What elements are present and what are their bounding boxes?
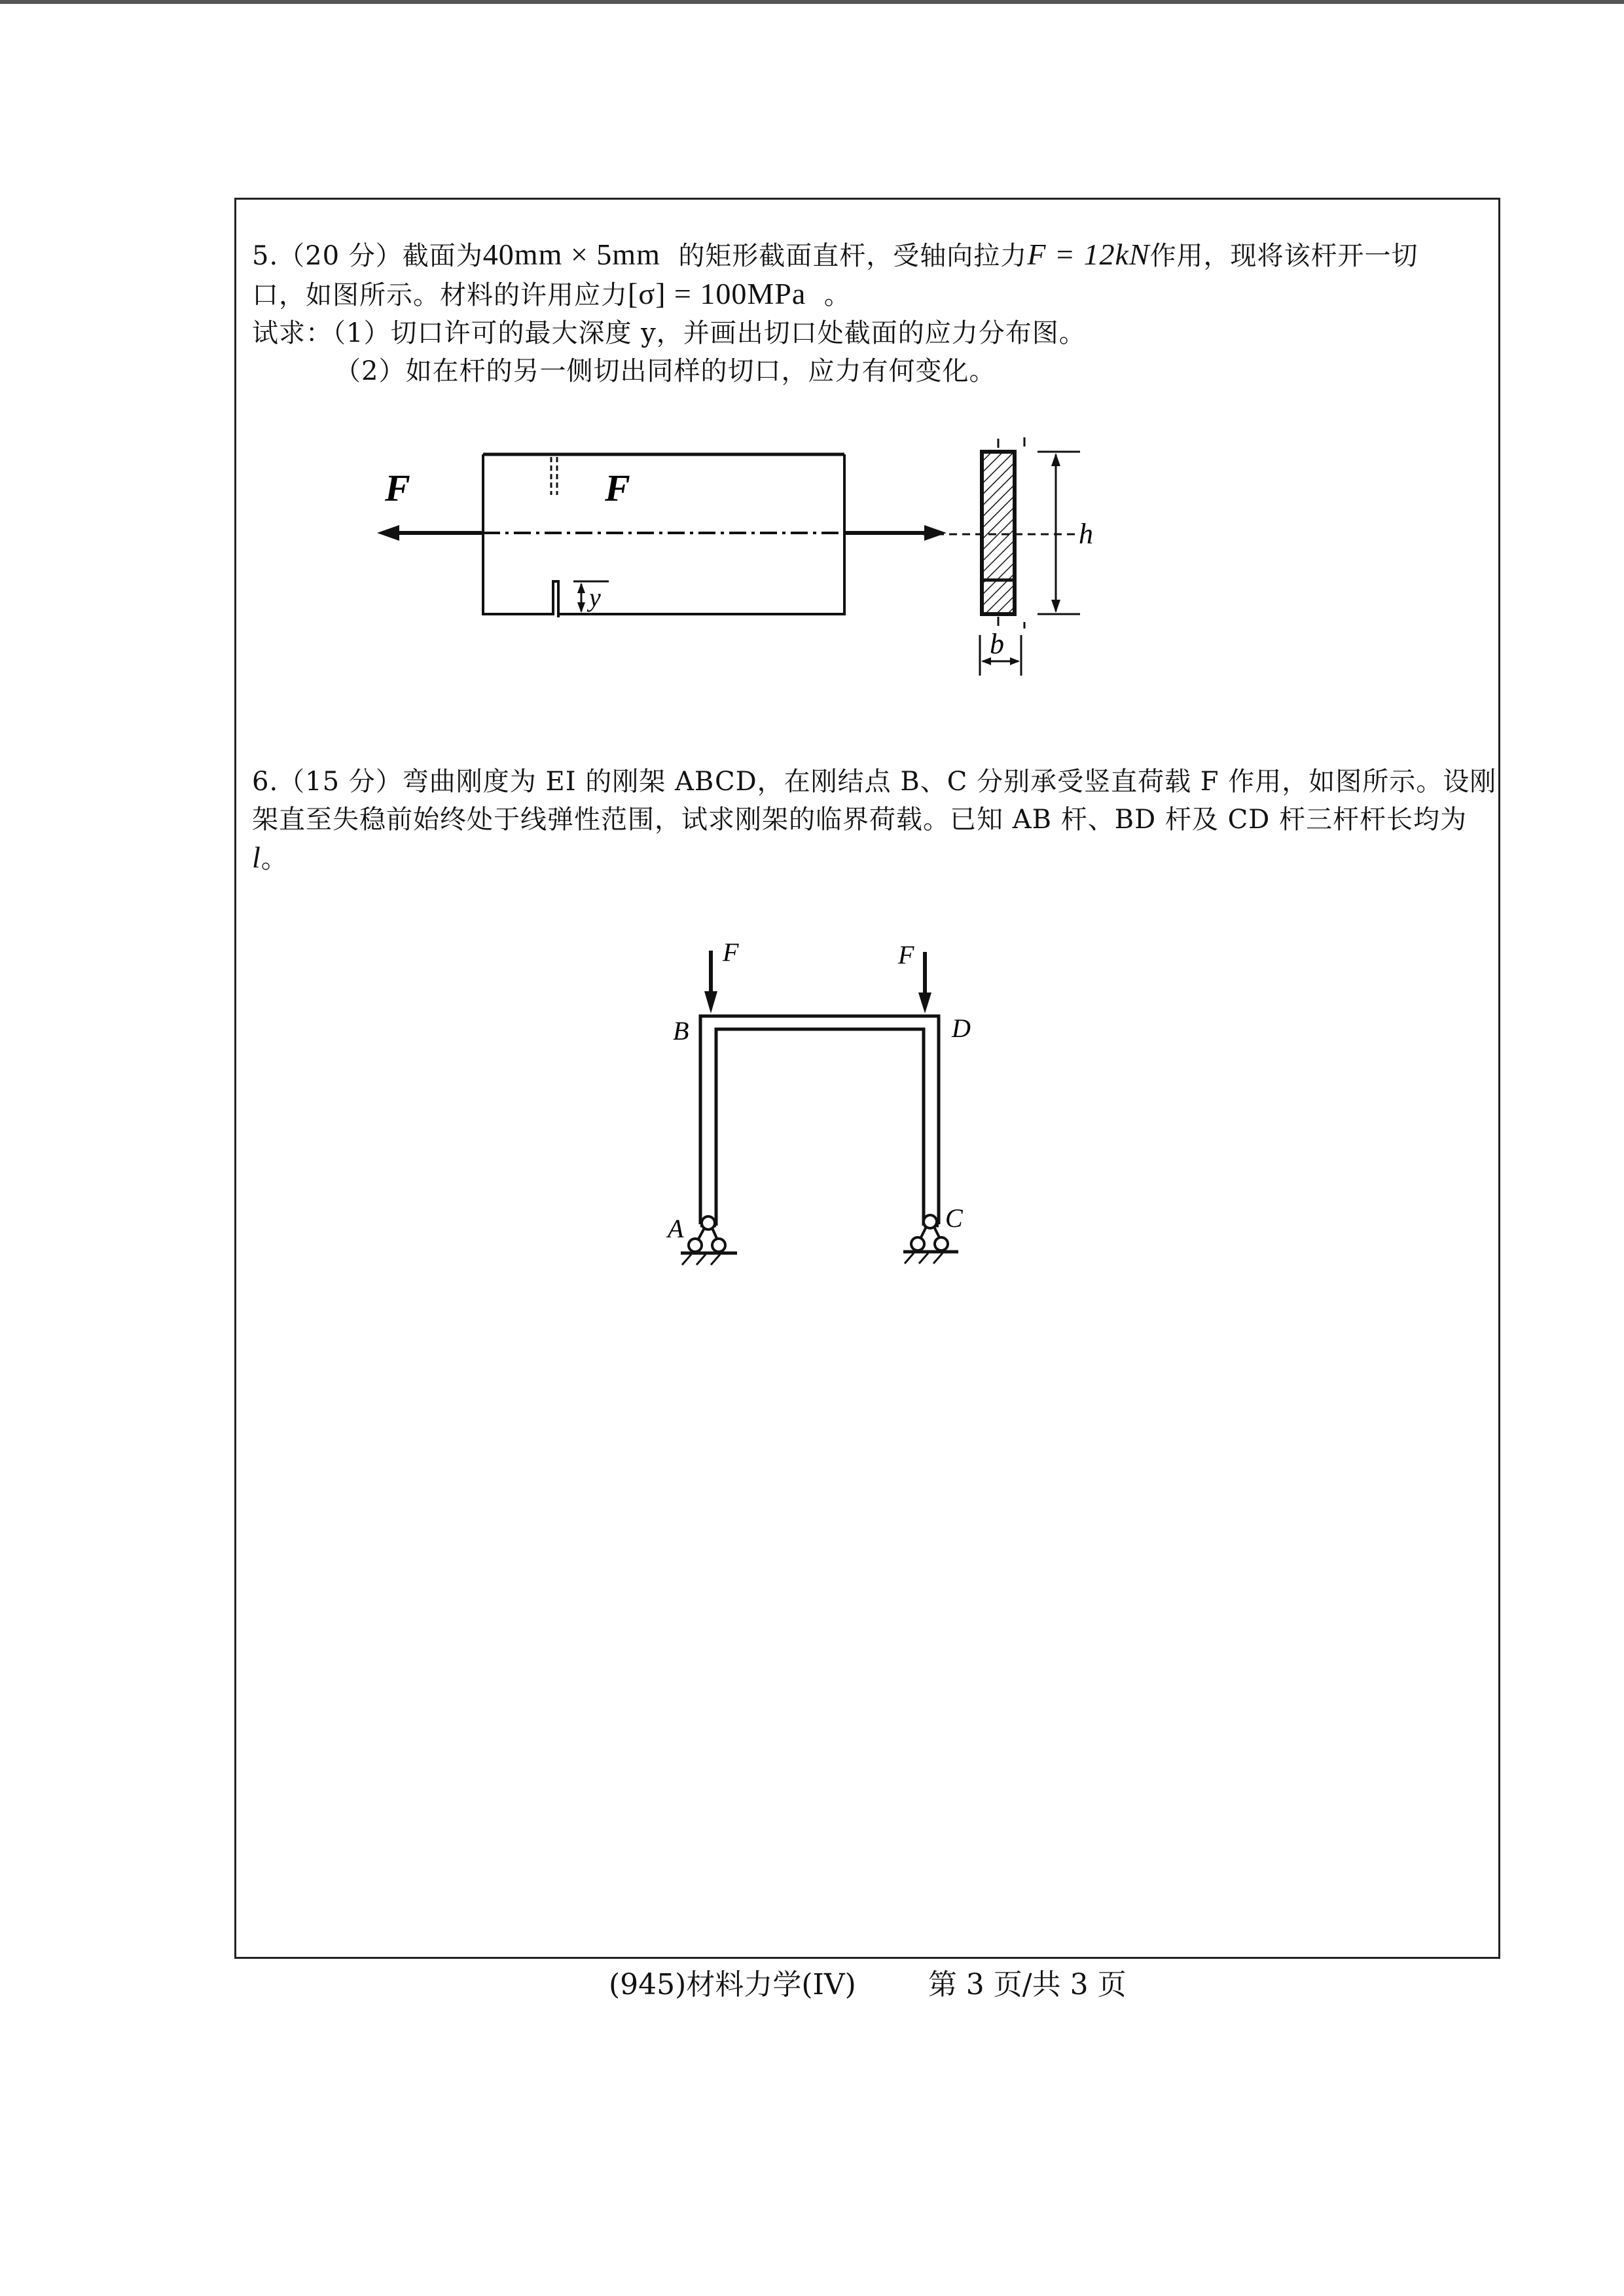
question-5 <box>252 236 1489 390</box>
label-force-left: F <box>385 467 410 509</box>
label-load-left: F <box>723 938 739 967</box>
q6-text: 架直至失稳前始终处于线弹性范围，试求刚架的临界荷载。已知 AB 杆、BD 杆及 CD 杆三杆杆长均为 <box>252 805 1467 835</box>
q5-sub-1-text: （1）切口许可的最大深度 y，并画出切口处截面的应力分布图。 <box>333 318 1086 348</box>
footer-page-info: 第 3 页/共 3 页 <box>928 1968 1127 2001</box>
q5-sub-2-text: （2）如在杆的另一侧切出同样的切口，应力有何变化。 <box>334 356 996 386</box>
cross-section <box>923 437 1093 676</box>
q6-text: 。 <box>261 844 288 874</box>
q5-points: （20 分） <box>278 241 403 271</box>
q6-line-3 <box>252 839 1489 878</box>
label-force-right: F <box>605 467 630 509</box>
label-width-b: b <box>990 628 1004 660</box>
q6-points: （15 分） <box>278 767 403 797</box>
footer-course: (945)材料力学(IV) <box>609 1968 856 2001</box>
label-node-D: D <box>952 1013 971 1043</box>
dashed-notch <box>551 457 557 495</box>
q5-allowable-stress: [σ] = 100MPa <box>628 277 806 310</box>
q5-number: 5. <box>252 241 279 271</box>
q6-line-2 <box>252 801 1489 839</box>
label-node-C: C <box>945 1203 963 1233</box>
load-arrow-right-icon <box>918 952 931 1013</box>
force-arrow-left-icon <box>377 525 483 541</box>
page-footer <box>609 1961 1127 2003</box>
label-height-h: h <box>1079 518 1093 550</box>
q5-section-dims: 40mm × 5mm <box>482 238 660 271</box>
label-node-B: B <box>673 1016 689 1046</box>
label-depth-y: y <box>589 583 601 612</box>
q5-ask-prefix: 试求： <box>252 318 333 348</box>
question-6 <box>252 763 1497 878</box>
scan-top-edge <box>0 0 1624 4</box>
label-load-right: F <box>898 940 914 970</box>
q5-text: 。 <box>823 280 851 310</box>
load-arrow-left-icon <box>704 951 717 1013</box>
label-node-A: A <box>668 1214 684 1243</box>
pin-support-A-icon <box>681 1216 737 1265</box>
q5-text: 口，如图所示。材料的许用应力 <box>252 280 628 310</box>
q5-line-1 <box>252 236 1489 275</box>
q5-sub-1 <box>252 314 1489 352</box>
q5-line-2 <box>252 275 1489 314</box>
q5-notched-bar-figure <box>367 432 1152 694</box>
q5-text: 的矩形截面直杆，受轴向拉力 <box>678 241 1028 271</box>
q5-sub-2 <box>252 352 1489 390</box>
q6-frame-figure <box>655 930 1021 1349</box>
q6-length-var: l <box>252 841 261 874</box>
q6-text: 弯曲刚度为 EI 的刚架 ABCD，在刚结点 B、C 分别承受竖直荷载 F 作用，如图所示。设刚 <box>402 767 1497 797</box>
q6-number: 6. <box>252 767 279 797</box>
q6-line-1 <box>252 763 1497 801</box>
q5-text: 截面为 <box>402 241 483 271</box>
q5-force-value: F = 12kN <box>1027 238 1150 271</box>
q5-text: 作用，现将该杆开一切 <box>1149 241 1418 271</box>
